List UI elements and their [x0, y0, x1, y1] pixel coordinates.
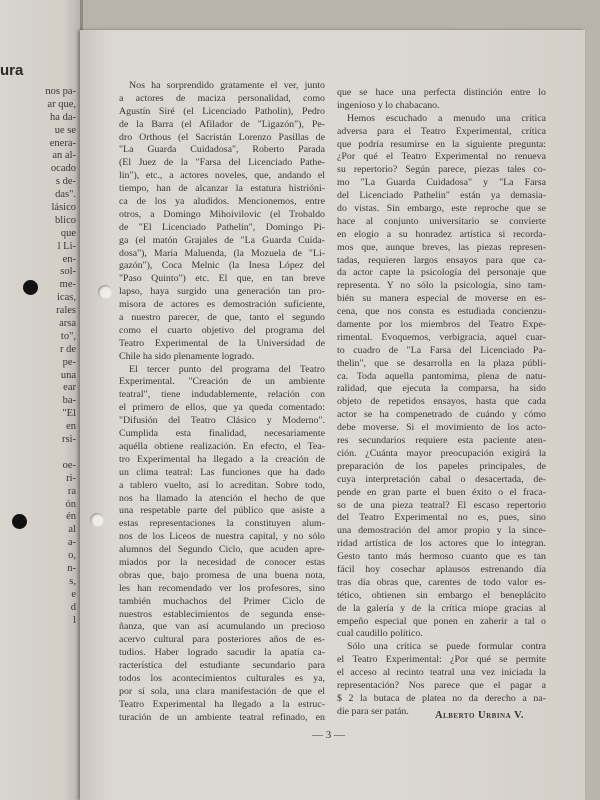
text-line: Cumplida esta finalidad, necesariamente — [119, 428, 325, 440]
fragment-line: ra — [67, 485, 76, 497]
fragment-line: o, — [68, 550, 76, 562]
fragment-line: arsa — [59, 318, 76, 330]
fragment-line: me- — [59, 279, 76, 291]
text-line: hace al conjunto universitario se convierte — [337, 215, 546, 227]
fragment-line: una — [60, 369, 76, 381]
fragment-line: n- — [67, 562, 76, 574]
article-left-column — [119, 80, 325, 725]
fragment-line: a- — [67, 537, 76, 549]
text-line: ¿Por qué el Teatro Experimental no renueva — [337, 151, 546, 163]
text-line: ga (el matón Grajales de "La Guarda Cuida- — [119, 234, 325, 246]
fragment-line: oe- — [62, 459, 76, 471]
punch-hole — [23, 280, 38, 295]
fragment-line: ar que, — [47, 98, 76, 110]
text-line: ca. Toda aquella pantomima, plena de natu- — [337, 370, 546, 382]
fragment-line: sol- — [60, 266, 76, 278]
punch-hole — [98, 285, 112, 299]
fragment-line: icas, — [57, 292, 76, 304]
fragment-line: ri- — [66, 472, 76, 484]
text-line: adversa para el Teatro Experimental, crítica — [337, 125, 546, 137]
text-line: misora de actores es demostración suficiente, — [119, 299, 325, 311]
text-line: ingenioso y lo chabacano. — [337, 99, 440, 111]
text-line: thelin", que se desarrolla en la plaza públi- — [337, 357, 546, 369]
text-line: lin"), etc., a actores noveles, que, andando el — [119, 170, 325, 182]
article-right-column — [337, 87, 546, 719]
fragment-line: en- — [62, 253, 76, 265]
text-line: en elogio a su honradez artística si recorda- — [337, 228, 546, 240]
previous-page-text-fragment — [0, 86, 76, 627]
text-line: que podría resumirse en la siguiente pregunta: — [337, 138, 546, 150]
text-line: alumnos del Segundo Ciclo, que acuden apre- — [119, 544, 325, 556]
text-line: turación de un ambiente teatral refinado, en — [119, 711, 325, 723]
text-line: todos los acontecimientos culturales es ya, — [119, 672, 325, 684]
text-line: una respetable parte del público que asiste a — [119, 505, 325, 517]
text-line: Agustín Siré (el Licenciado Patholin), Pedro — [119, 105, 325, 117]
text-line: "Difusión del Teatro Clásico y Moderno". — [119, 415, 325, 427]
fragment-line: "El — [62, 408, 76, 420]
text-line: mos que, aunque breves, las piezas represen- — [337, 241, 546, 253]
text-line: de la Barra (el Afilador de "Ligazón"), Pe- — [119, 118, 325, 130]
text-line: tiempo, han de alcanzar la estatura histrióni- — [119, 183, 325, 195]
text-line: "Paso Quinto") etc. El que, en tan breve — [119, 273, 325, 285]
text-line: miados por la necesidad de conocer estas — [119, 556, 325, 568]
text-line: ridad artística de los actores que lo integran. — [337, 538, 546, 550]
text-line: debe moverse. Si el movimiento de los acto- — [337, 422, 546, 434]
text-line: el Teatro Experimental: ¿Por qué se permite — [337, 654, 546, 666]
fragment-line: blico — [55, 214, 76, 226]
text-line: Experimental. "Creación de un ambiente — [119, 376, 325, 388]
text-line: un clima teatral: Las funciones que ha dado — [119, 466, 325, 478]
text-line: tético, obtienen sin embargo el beneplácito — [337, 589, 546, 601]
fragment-line: lásico — [51, 202, 76, 214]
text-line: Sólo una crítica se puede formular contra — [347, 641, 546, 653]
fragment-line: rales — [56, 305, 76, 317]
previous-page — [0, 0, 80, 800]
fragment-line: enera- — [49, 137, 76, 149]
fragment-line: ocado — [50, 163, 76, 175]
text-line: ca de los ya aludidos. Mencionemos, entre — [119, 196, 325, 208]
punch-hole — [12, 514, 27, 529]
fragment-line: ón — [65, 498, 76, 510]
text-line: a nuestro parecer, de que, tanto el segundo — [119, 312, 325, 324]
fragment-line: ba- — [62, 395, 76, 407]
text-line: tro Experimental ha llegado a la creación de — [119, 453, 325, 465]
text-line: to cuadro de "La Farsa del Licenciado Pa- — [337, 344, 546, 356]
fragment-line: r de — [59, 343, 76, 355]
text-line: nos de los Liceos de nuestra capital, y no sólo — [119, 531, 325, 543]
text-line: cual caudillo político. — [337, 628, 423, 640]
text-line: representación? Nos parece que el pagar a — [337, 679, 546, 691]
text-line: actor se ha compenetrado de cuándo y cómo — [337, 409, 546, 421]
text-line: empeño especial que ponen en zaherir a tal o — [337, 615, 546, 627]
text-line: gazón"), Coca Melnic (la Inesa López del — [119, 260, 325, 272]
text-line: el acceso al recinto teatral una vez iniciada la — [337, 667, 546, 679]
text-line: como el cuarto objetivo del programa del — [119, 324, 325, 336]
text-line: acervo cultural para posteriores años de es- — [119, 634, 325, 646]
text-line: aquélla obtiene realización. En efecto, el Tea- — [119, 440, 325, 452]
previous-page-heading-fragment: ura — [0, 62, 24, 79]
fragment-line: que — [60, 227, 76, 239]
text-line: de la galería y de la crítica miope gracias al — [337, 602, 546, 614]
text-line: del Licenciado Pathelin" están ya demasia- — [337, 190, 546, 202]
text-line: objeto de repetidos ensayos, hasta que cada — [337, 396, 546, 408]
text-line: cuya interpretación cabal o desacertada, de- — [337, 473, 546, 485]
text-line: que se hace una perfecta distinción entre lo — [337, 87, 546, 98]
text-line: ción. ¿Cuánta mayor preocupación exigirá la — [337, 447, 546, 459]
fragment-line: l — [73, 614, 76, 626]
fragment-line: s, — [69, 575, 76, 587]
text-line: rimental. Evoquemos, verbigracia, aquel cuar- — [337, 331, 546, 343]
text-line: estas representaciones la constituyen alum- — [119, 518, 325, 530]
text-line: cena, que nos consta es estudiada concienzu- — [337, 306, 546, 318]
text-line: dro Orthous (el Sacristán Lorenzo Pasillas de — [119, 131, 325, 143]
text-line: del Teatro Experimental no es, pues, sino — [337, 512, 546, 524]
fragment-line: ha da- — [50, 111, 76, 123]
text-line: de "El Licenciado Pathelin", Domingo Pi- — [119, 221, 325, 233]
text-line: Teatro Experimental ha llegado a la estruc- — [119, 698, 325, 710]
text-line: Nos ha sorprendido gratamente el ver, junto — [129, 80, 325, 91]
text-line: pende en gran parte el buen éxito o el fraca- — [337, 486, 546, 498]
text-line: les han recomendado ver los profesores, sino — [119, 582, 325, 594]
text-line: dosa"), María Maluenda, (la Mozuela de "Li- — [119, 247, 325, 259]
text-line: tras día obras que, carentes de todo valor es- — [337, 576, 546, 588]
fragment-line: l Li- — [57, 240, 76, 252]
text-line: ralidad, que ejecuta la comparsa, ha sido — [337, 383, 546, 395]
fragment-line: ear — [63, 382, 76, 394]
punch-hole — [90, 513, 104, 527]
text-line: tudios. Haber logrado sacudir la apatía ca- — [119, 647, 325, 659]
text-line: da actor capte la psicología del personaje que — [337, 267, 546, 279]
text-line: a tablero vuelto, así lo acreditan. Sobre todo, — [119, 479, 325, 491]
text-line: su repertorio? Según parece, piezas tales co- — [337, 164, 546, 176]
fragment-line — [0, 447, 76, 460]
text-line: tadas, requieren largos ensayos para que ca- — [337, 254, 546, 266]
text-line: el primero de ellos, que ya queda comentado: — [119, 402, 325, 414]
text-line: "La Guarda Cuidadosa", Roberto Parada — [119, 144, 325, 156]
text-line: una demostración del amor propio y la since- — [337, 525, 546, 537]
fragment-line: das". — [55, 189, 76, 201]
text-line: obras que, bajo promesa de una buena nota, — [119, 569, 325, 581]
text-line: a actores de maciza personalidad, como — [119, 92, 325, 104]
text-line: damente por los miembros del Teatro Expe- — [337, 319, 546, 331]
text-line: res secundarios requiere esta paciente aten- — [337, 435, 546, 447]
text-line: otros, a Domingo Mihoivilovic (el Trobaldo — [119, 208, 325, 220]
fragment-line: ue se — [54, 124, 76, 136]
fragment-line: s de- — [55, 176, 76, 188]
text-line: ñanza, que van así acumulando un precioso — [119, 621, 325, 633]
fragment-line: rsi- — [62, 434, 76, 446]
text-line: mo "La Guarda Cuidadosa" y "La Farsa — [337, 177, 546, 189]
text-line: Gesto tanto más hermoso cuanto que es tan — [337, 551, 546, 563]
fragment-line: e — [71, 588, 76, 600]
text-line: fácil hoy cosechar aplausos estrenando día — [337, 563, 546, 575]
text-line: también muchachos del Primer Ciclo de — [119, 595, 325, 607]
fragment-line: al — [68, 524, 76, 536]
text-line: racterística del estudiante secundario para — [119, 660, 325, 672]
fragment-line: en — [66, 421, 76, 433]
text-line: por sí sola, una clara manifestación de que el — [119, 685, 325, 697]
text-line: nos ha llamado la atención el hecho de que — [119, 492, 325, 504]
text-line: El tercer punto del programa del Teatro — [129, 363, 325, 375]
fragment-line: to", — [60, 330, 76, 342]
text-line: do vistas. Sin embargo, este reproche que se — [337, 203, 546, 215]
text-line: $ 2 la butaca de platea no da derecho a na- — [337, 692, 546, 704]
text-line: representa. Y no sólo la psicología, sino tam- — [337, 280, 546, 292]
text-line: so de una pieza teatral? El escaso repertorio — [337, 499, 546, 511]
text-line: Teatro Experimental de la Universidad de — [119, 337, 325, 349]
text-line: Chile ha sido plenamente logrado. — [119, 350, 255, 362]
text-line: (El Juez de la "Farsa del Licenciado Pathe- — [119, 157, 325, 169]
fragment-line: an al- — [52, 150, 76, 162]
fragment-line: nos pa- — [45, 86, 76, 97]
text-line: teatral", tiene indudablemente, relación con — [119, 389, 325, 401]
text-line: lapso, haya surgido una generación tan pro- — [119, 286, 325, 298]
text-line: bién su manera especial de moverse en es- — [337, 293, 546, 305]
fragment-line: én — [66, 511, 76, 523]
author-signature: Alberto Urbina V. — [435, 710, 524, 721]
text-line: preparación de los papeles principales, de — [337, 460, 546, 472]
text-line: die para ser patán. — [337, 705, 409, 717]
fragment-line: pe- — [62, 356, 76, 368]
text-line: nuestros establecimientos de segunda ense- — [119, 608, 325, 620]
text-line: Hemos escuchado a menudo una crítica — [347, 112, 546, 124]
fragment-line: d — [70, 601, 76, 613]
page-number: — 3 — — [312, 729, 345, 741]
